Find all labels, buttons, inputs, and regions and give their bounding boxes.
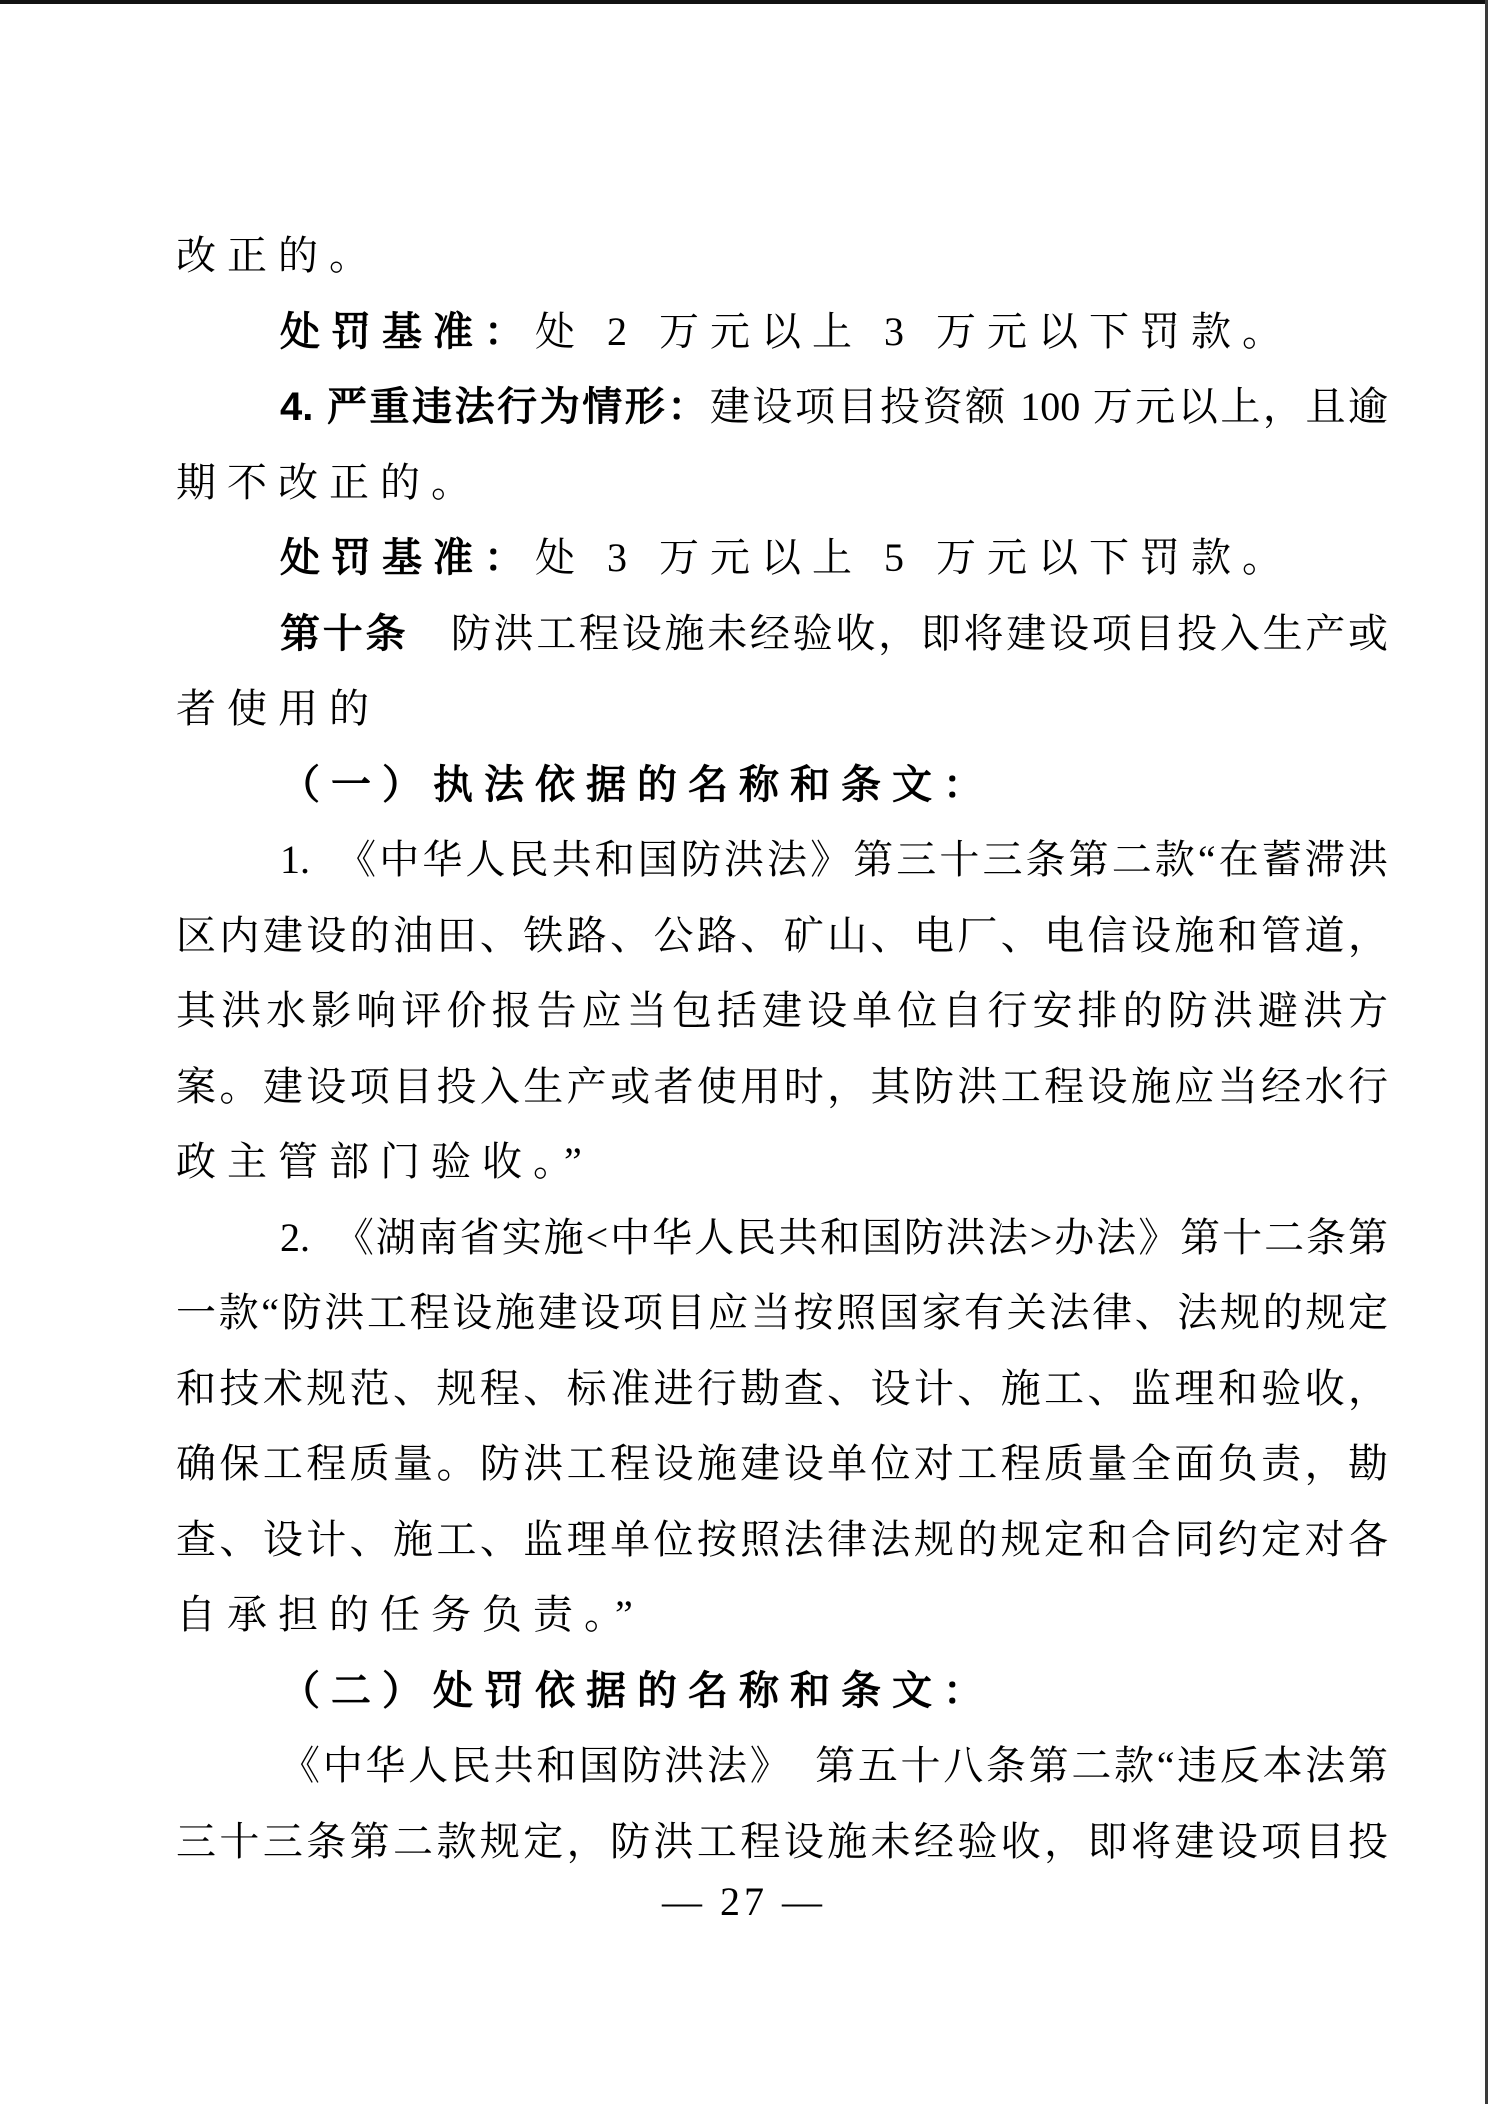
line-text: 和技术规范、规程、标准进行勘查、设计、施工、监理和验收， — [176, 1365, 1388, 1411]
line-text: 查、设计、施工、监理单位按照法律法规的规定和合同约定对各 — [176, 1516, 1388, 1562]
violation-item-4-line — [176, 369, 1388, 445]
paragraph-end-line — [176, 671, 1388, 747]
body-line — [176, 1049, 1388, 1125]
page-number — [0, 1878, 1488, 1925]
violation-item-4-label: 4. 严重违法行为情形： — [280, 385, 710, 429]
scan-edge-top — [0, 0, 1488, 4]
body-line — [176, 898, 1388, 974]
section-2-heading — [176, 1653, 1388, 1729]
section-1-heading-text: （一）执法依据的名称和条文： — [280, 762, 994, 807]
line-text: 确保工程质量。防洪工程设施建设单位对工程质量全面负责，勘 — [176, 1441, 1388, 1486]
penalty-standard-line — [176, 520, 1388, 596]
line-text: 其洪水影响评价报告应当包括建设单位自行安排的防洪避洪方 — [176, 988, 1388, 1033]
line-text: 自承担的任务负责。” — [176, 1592, 644, 1637]
body-line — [176, 1351, 1388, 1427]
body-line — [176, 1426, 1388, 1502]
paragraph-end-line — [176, 1124, 1388, 1200]
line-text: 改正的。 — [176, 233, 380, 278]
paragraph-end-line — [176, 1577, 1388, 1653]
line-text: 期不改正的。 — [176, 459, 482, 505]
line-text: 1. 《中华人民共和国防洪法》第三十三条第二款“在蓄滞洪 — [280, 837, 1388, 882]
penalty-standard-label: 处罚基准： — [280, 536, 535, 580]
line-text: 《中华人民共和国防洪法》 第五十八条第二款“违反本法第 — [280, 1743, 1388, 1788]
article-10-heading-line — [176, 596, 1388, 672]
line-text: 处 2 万元以上 3 万元以下罚款。 — [535, 308, 1293, 354]
line-text: 2. 《湖南省实施<中华人民共和国防洪法>办法》第十二条第 — [280, 1214, 1388, 1260]
penalty-standard-line — [176, 294, 1388, 370]
document-body — [176, 218, 1388, 1879]
line-text: 者使用的 — [176, 686, 380, 731]
body-line — [176, 1275, 1388, 1351]
paragraph-end-line — [176, 218, 1388, 294]
law-citation-1-line — [176, 822, 1388, 898]
body-line — [176, 1502, 1388, 1578]
law-citation-3-line — [176, 1728, 1388, 1804]
line-text: 一款“防洪工程设施建设项目应当按照国家有关法律、法规的规定 — [176, 1290, 1388, 1335]
law-citation-2-line — [176, 1200, 1388, 1276]
section-1-heading — [176, 747, 1388, 823]
penalty-standard-label: 处罚基准： — [280, 309, 535, 354]
paragraph-end-line — [176, 445, 1388, 521]
article-10-label: 第十条 — [280, 611, 409, 656]
line-text: 防洪工程设施未经验收，即将建设项目投入生产或 — [408, 610, 1389, 656]
line-text: 三十三条第二款规定，防洪工程设施未经验收，即将建设项目投 — [176, 1818, 1388, 1864]
line-text: 案。建设项目投入生产或者使用时，其防洪工程设施应当经水行 — [176, 1063, 1388, 1109]
line-text: 处 3 万元以上 5 万元以下罚款。 — [535, 535, 1293, 580]
body-line — [176, 1804, 1388, 1880]
line-text: 政主管部门验收。” — [176, 1139, 593, 1184]
section-2-heading-text: （二）处罚依据的名称和条文： — [280, 1668, 994, 1713]
body-line — [176, 973, 1388, 1049]
page-number-text: — 27 — — [662, 1879, 826, 1924]
line-text: 区内建设的油田、铁路、公路、矿山、电厂、电信设施和管道， — [176, 912, 1388, 958]
line-text: 建设项目投资额 100 万元以上，且逾 — [709, 384, 1388, 429]
